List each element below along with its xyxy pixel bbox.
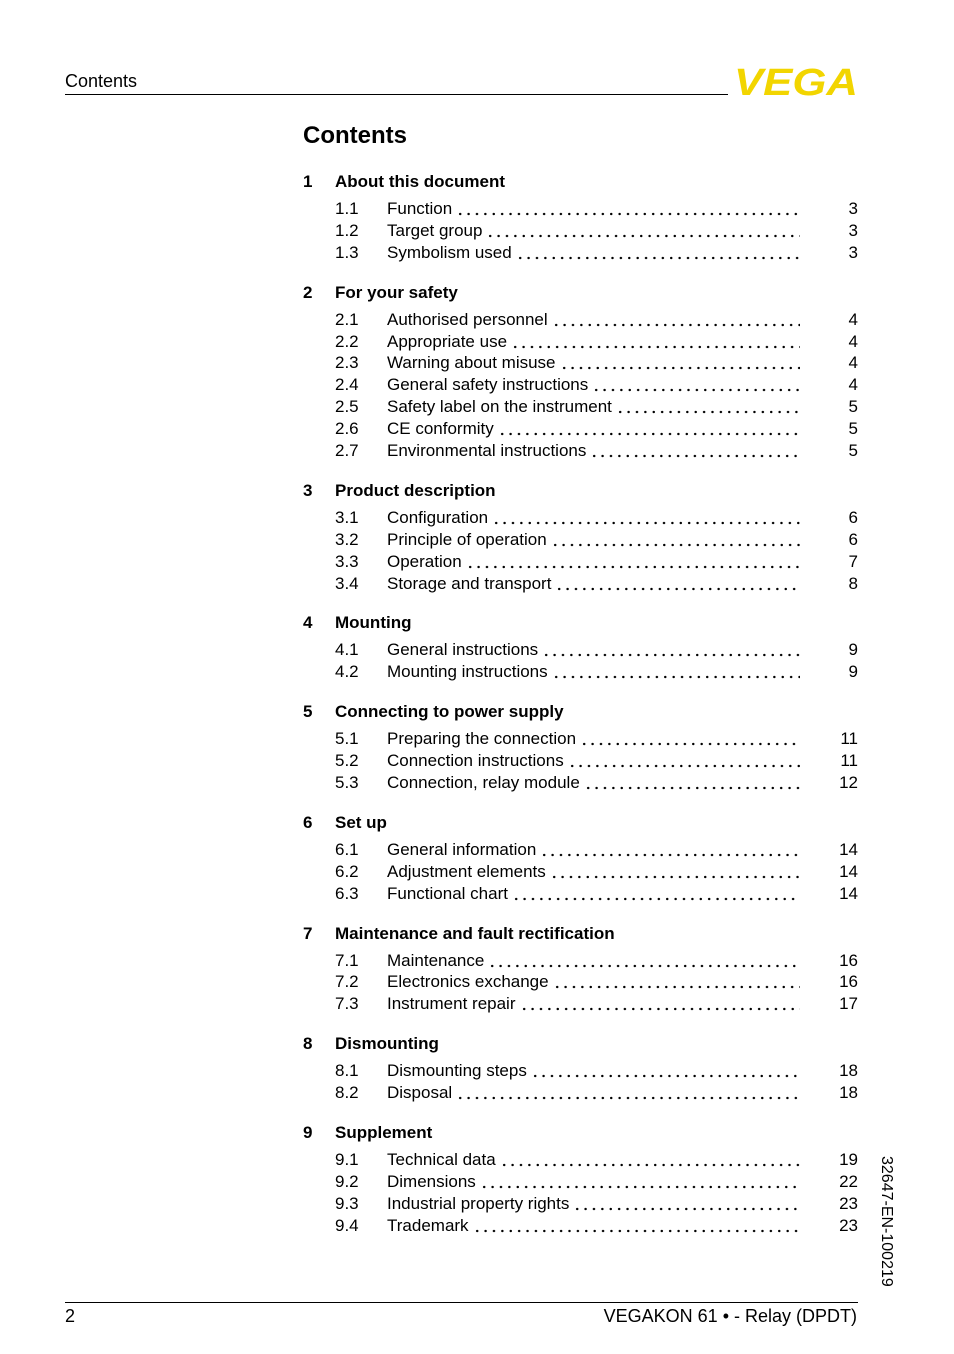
toc-entry[interactable] bbox=[303, 772, 859, 794]
entry-page: 18 bbox=[839, 1083, 858, 1103]
entry-title: Dimensions bbox=[387, 1171, 476, 1191]
entry-title: Configuration bbox=[387, 507, 489, 527]
entry-number: 7.3 bbox=[335, 994, 359, 1014]
toc-entry[interactable] bbox=[303, 396, 859, 418]
toc-section-heading[interactable] bbox=[303, 1121, 859, 1145]
section-number: 1 bbox=[303, 172, 313, 191]
entry-number: 2.5 bbox=[335, 397, 359, 417]
entry-title: Authorised personnel bbox=[387, 309, 548, 329]
toc-section bbox=[303, 1032, 859, 1104]
entry-page: 23 bbox=[839, 1193, 858, 1213]
toc-entry[interactable] bbox=[303, 750, 859, 772]
entry-number: 7.2 bbox=[335, 972, 359, 992]
toc-section-heading[interactable] bbox=[303, 922, 859, 946]
toc-entry[interactable] bbox=[303, 971, 859, 993]
toc-entry[interactable] bbox=[303, 220, 859, 242]
entry-title: Appropriate use bbox=[387, 331, 508, 351]
entry-page: 4 bbox=[848, 309, 858, 329]
toc-entry[interactable] bbox=[303, 861, 859, 883]
section-number: 8 bbox=[303, 1034, 313, 1054]
document-code: 32647-EN-100219 bbox=[878, 1156, 895, 1287]
entry-number: 3.2 bbox=[335, 529, 359, 549]
entry-title: Industrial property rights bbox=[387, 1193, 570, 1213]
toc-entry[interactable] bbox=[303, 1171, 859, 1193]
toc-entry[interactable] bbox=[303, 1082, 859, 1104]
toc-entry[interactable] bbox=[303, 661, 859, 683]
entry-page: 3 bbox=[848, 199, 858, 218]
toc-section-heading[interactable] bbox=[303, 170, 859, 194]
entry-title: Symbolism used bbox=[387, 242, 512, 262]
toc-section bbox=[303, 479, 859, 595]
toc-section bbox=[303, 281, 859, 462]
entry-number: 5.1 bbox=[335, 729, 359, 749]
dot-leader bbox=[542, 639, 800, 661]
toc-entry[interactable] bbox=[303, 331, 859, 353]
toc-section bbox=[303, 700, 859, 794]
entry-page: 4 bbox=[848, 375, 858, 395]
entry-number: 4.2 bbox=[335, 662, 359, 682]
entry-title: Mounting instructions bbox=[387, 662, 548, 682]
entry-number: 8.1 bbox=[335, 1061, 359, 1081]
entry-page: 5 bbox=[848, 397, 858, 417]
toc-section bbox=[303, 811, 859, 905]
entry-title: Connection instructions bbox=[387, 751, 564, 771]
entry-page: 8 bbox=[848, 573, 858, 593]
entry-number: 9.2 bbox=[335, 1171, 359, 1191]
header-rule bbox=[65, 94, 728, 95]
toc-section-heading[interactable] bbox=[303, 1032, 859, 1056]
section-title: Supplement bbox=[335, 1123, 433, 1143]
entry-number: 3.4 bbox=[335, 573, 359, 593]
entry-title: Adjustment elements bbox=[387, 861, 546, 881]
entry-title: Operation bbox=[387, 551, 462, 571]
entry-title: Technical data bbox=[387, 1150, 496, 1170]
vega-logo bbox=[734, 64, 858, 98]
entry-title: Environmental instructions bbox=[387, 441, 587, 461]
dot-leader bbox=[473, 1215, 800, 1237]
section-title: Maintenance and fault rectification bbox=[335, 923, 615, 943]
entry-number: 3.1 bbox=[335, 507, 359, 527]
entry-number: 6.3 bbox=[335, 883, 359, 903]
dot-leader bbox=[550, 861, 800, 883]
entry-number: 1.2 bbox=[335, 220, 359, 240]
toc-section bbox=[303, 170, 859, 264]
toc-section-heading[interactable] bbox=[303, 479, 859, 503]
entry-title: Dismounting steps bbox=[387, 1061, 527, 1081]
dot-leader bbox=[552, 661, 800, 683]
entry-number: 6.1 bbox=[335, 839, 359, 859]
dot-leader bbox=[486, 220, 800, 242]
section-number: 2 bbox=[303, 282, 313, 302]
toc-section-heading[interactable] bbox=[303, 811, 859, 835]
entry-title: Maintenance bbox=[387, 950, 485, 970]
dot-leader bbox=[512, 883, 800, 905]
toc-entry[interactable] bbox=[303, 242, 859, 264]
toc-entry[interactable] bbox=[303, 728, 859, 750]
toc-entry[interactable] bbox=[303, 1193, 859, 1215]
entry-number: 3.3 bbox=[335, 551, 359, 571]
entry-page: 6 bbox=[848, 507, 858, 527]
section-title: Connecting to power supply bbox=[335, 702, 564, 722]
toc-section-heading[interactable] bbox=[303, 700, 859, 724]
footer-page-number: 2 bbox=[65, 1306, 76, 1326]
entry-title: Instrument repair bbox=[387, 994, 516, 1014]
dot-leader bbox=[466, 551, 800, 573]
dot-leader bbox=[560, 352, 800, 374]
dot-leader bbox=[540, 839, 800, 861]
section-number: 3 bbox=[303, 480, 313, 500]
entry-title: Warning about misuse bbox=[387, 353, 556, 373]
section-title: For your safety bbox=[335, 282, 458, 302]
dot-leader bbox=[498, 418, 800, 440]
section-number: 9 bbox=[303, 1123, 313, 1143]
toc-entry[interactable] bbox=[303, 1215, 859, 1237]
dot-leader bbox=[488, 950, 800, 972]
entry-page: 23 bbox=[839, 1215, 858, 1235]
header-label: Contents bbox=[65, 71, 138, 91]
toc-entry[interactable] bbox=[303, 573, 859, 595]
entry-number: 4.1 bbox=[335, 640, 359, 660]
toc-entry[interactable] bbox=[303, 950, 859, 972]
entry-title: Storage and transport bbox=[387, 573, 552, 593]
entry-page: 11 bbox=[840, 729, 858, 749]
toc-entry[interactable] bbox=[303, 529, 859, 551]
entry-title: Preparing the connection bbox=[387, 729, 577, 749]
entry-title: Disposal bbox=[387, 1083, 453, 1103]
entry-title: Functional chart bbox=[387, 883, 508, 903]
toc-entry[interactable] bbox=[303, 440, 859, 462]
entry-page: 3 bbox=[848, 220, 858, 240]
entry-title: Principle of operation bbox=[387, 529, 547, 549]
toc-entry[interactable] bbox=[303, 1149, 859, 1171]
entry-page: 6 bbox=[848, 529, 858, 549]
entry-number: 1.3 bbox=[335, 242, 359, 262]
dot-leader bbox=[568, 750, 800, 772]
toc-entry[interactable] bbox=[303, 507, 859, 529]
entry-number: 7.1 bbox=[335, 950, 359, 970]
toc-entry[interactable] bbox=[303, 374, 859, 396]
dot-leader bbox=[480, 1171, 800, 1193]
dot-leader bbox=[555, 573, 800, 595]
dot-leader bbox=[511, 331, 800, 353]
entry-number: 9.1 bbox=[335, 1150, 359, 1170]
toc-section-heading[interactable] bbox=[303, 611, 859, 635]
section-number: 5 bbox=[303, 702, 313, 722]
dot-leader bbox=[553, 971, 800, 993]
entry-page: 16 bbox=[839, 972, 858, 992]
dot-leader bbox=[456, 1082, 800, 1104]
toc-entry[interactable] bbox=[303, 309, 859, 331]
dot-leader bbox=[531, 1060, 800, 1082]
entry-title: Safety label on the instrument bbox=[387, 397, 612, 417]
dot-leader bbox=[551, 529, 800, 551]
toc-entry[interactable] bbox=[303, 839, 859, 861]
entry-page: 9 bbox=[848, 640, 858, 660]
entry-number: 5.2 bbox=[335, 751, 359, 771]
dot-leader bbox=[580, 728, 800, 750]
entry-number: 9.4 bbox=[335, 1215, 359, 1235]
entry-page: 18 bbox=[839, 1061, 858, 1081]
toc-entry[interactable] bbox=[303, 352, 859, 374]
entry-page: 5 bbox=[848, 441, 858, 461]
entry-page: 14 bbox=[839, 861, 858, 881]
toc-section bbox=[303, 1121, 859, 1237]
entry-page: 4 bbox=[848, 353, 858, 373]
toc-entry[interactable] bbox=[303, 993, 859, 1015]
section-number: 4 bbox=[303, 613, 313, 633]
entry-page: 12 bbox=[839, 773, 858, 793]
toc-section bbox=[303, 611, 859, 683]
entry-title: Target group bbox=[387, 220, 483, 240]
footer-rule bbox=[65, 1302, 858, 1303]
entry-page: 22 bbox=[839, 1171, 858, 1191]
entry-number: 2.1 bbox=[335, 309, 359, 329]
section-title: Mounting bbox=[335, 613, 412, 633]
dot-leader bbox=[584, 772, 800, 794]
section-title: About this document bbox=[335, 172, 505, 191]
entry-number: 2.6 bbox=[335, 419, 359, 439]
entry-number: 1.1 bbox=[335, 199, 359, 218]
dot-leader bbox=[552, 309, 800, 331]
section-title: Set up bbox=[335, 812, 387, 832]
entry-page: 17 bbox=[839, 994, 858, 1014]
entry-title: General information bbox=[387, 839, 537, 859]
entry-title: Trademark bbox=[387, 1215, 469, 1235]
entry-title: Electronics exchange bbox=[387, 972, 549, 992]
entry-number: 2.4 bbox=[335, 375, 359, 395]
dot-leader bbox=[590, 440, 800, 462]
entry-page: 14 bbox=[839, 839, 858, 859]
entry-title: General safety instructions bbox=[387, 375, 589, 395]
dot-leader bbox=[456, 198, 800, 220]
toc-entry[interactable] bbox=[303, 418, 859, 440]
entry-number: 2.3 bbox=[335, 353, 359, 373]
entry-title: CE conformity bbox=[387, 419, 494, 439]
entry-page: 3 bbox=[848, 242, 858, 262]
toc-entry[interactable] bbox=[303, 1060, 859, 1082]
entry-page: 4 bbox=[848, 331, 858, 351]
dot-leader bbox=[616, 396, 800, 418]
entry-title: General instructions bbox=[387, 640, 539, 660]
entry-title: Function bbox=[387, 199, 453, 218]
svg-text:VEGA: VEGA bbox=[734, 64, 858, 98]
entry-page: 5 bbox=[848, 419, 858, 439]
section-number: 6 bbox=[303, 812, 313, 832]
entry-number: 8.2 bbox=[335, 1083, 359, 1103]
dot-leader bbox=[573, 1193, 800, 1215]
toc-section-heading[interactable] bbox=[303, 281, 859, 305]
entry-number: 2.2 bbox=[335, 331, 359, 351]
section-title: Dismounting bbox=[335, 1034, 439, 1054]
dot-leader bbox=[592, 374, 800, 396]
toc-entry[interactable] bbox=[303, 883, 859, 905]
dot-leader bbox=[516, 242, 800, 264]
page-title: Contents bbox=[303, 122, 407, 149]
footer-product-name: VEGAKON 61 • - Relay (DPDT) bbox=[603, 1306, 857, 1326]
entry-number: 9.3 bbox=[335, 1193, 359, 1213]
table-of-contents bbox=[303, 170, 859, 1254]
entry-page: 9 bbox=[848, 662, 858, 682]
section-number: 7 bbox=[303, 923, 313, 943]
entry-page: 14 bbox=[839, 883, 858, 903]
entry-page: 11 bbox=[840, 751, 858, 771]
entry-number: 5.3 bbox=[335, 773, 359, 793]
toc-section bbox=[303, 922, 859, 1016]
dot-leader bbox=[500, 1149, 800, 1171]
toc-entry[interactable] bbox=[303, 551, 859, 573]
entry-page: 19 bbox=[839, 1150, 858, 1170]
section-title: Product description bbox=[335, 480, 496, 500]
toc-entry[interactable] bbox=[303, 198, 859, 220]
entry-title: Connection, relay module bbox=[387, 773, 580, 793]
dot-leader bbox=[492, 507, 800, 529]
dot-leader bbox=[520, 993, 801, 1015]
entry-number: 2.7 bbox=[335, 441, 359, 461]
entry-number: 6.2 bbox=[335, 861, 359, 881]
toc-entry[interactable] bbox=[303, 639, 859, 661]
entry-page: 16 bbox=[839, 950, 858, 970]
entry-page: 7 bbox=[848, 551, 858, 571]
